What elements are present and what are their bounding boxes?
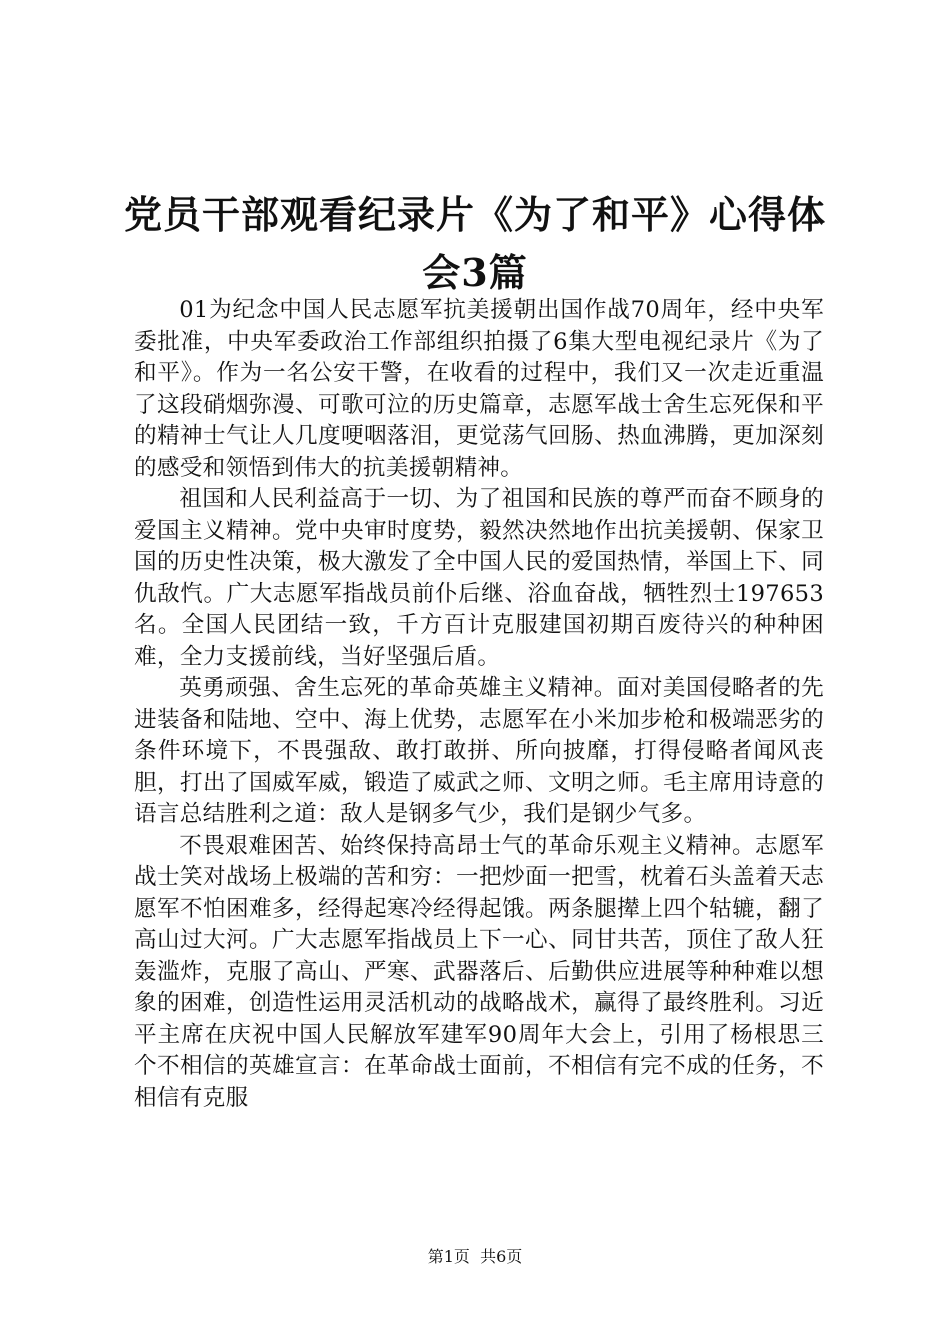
page-total: 共6页 bbox=[480, 1247, 523, 1266]
paragraph-4: 不畏艰难困苦、始终保持高昂士气的革命乐观主义精神。志愿军战士笑对战场上极端的苦和穷：一把炒面一把雪，枕着石头盖着天志愿军不怕困难多，经得起寒冷经得起饿。两条腿撵上四个轱辘，翻了高山过大河。广大志愿军指战员上下一心、同甘共苦，顶住了敌人狂轰滥炸，克服了高山、严寒、武器落后、后勤供应进展等种种难以想象的困难，创造性运用灵活机动的战略战术，赢得了最终胜利。习近平主席在庆祝中国人民解放军建军90周年大会上，引用了杨根思三个不相信的英雄宣言：在革命战士面前，不相信有完不成的任务，不相信有克服 bbox=[134, 832, 824, 1111]
paragraph-2: 祖国和人民利益高于一切、为了祖国和民族的尊严而奋不顾身的爱国主义精神。党中央审时度势，毅然决然地作出抗美援朝、保家卫国的历史性决策，极大激发了全中国人民的爱国热情，举国上下、同仇敌忾。广大志愿军指战员前仆后继、浴血奋战，牺牲烈士197653名。全国人民团结一致，千方百计克服建国初期百废待兴的种种困难，全力支援前线，当好坚强后盾。 bbox=[134, 486, 824, 670]
document-body bbox=[134, 295, 824, 1114]
document-title: 党员干部观看纪录片《为了和平》心得体会3篇 bbox=[123, 192, 826, 295]
paragraph-3: 英勇顽强、舍生忘死的革命英雄主义精神。面对美国侵略者的先进装备和陆地、空中、海上优势，志愿军在小米加步枪和极端恶劣的条件环境下，不畏强敌、敢打敢拼、所向披靡，打得侵略者闻风丧胆，打出了国威军威，锻造了威武之师、文明之师。毛主席用诗意的语言总结胜利之道：敌人是钢多气少，我们是钢少气多。 bbox=[134, 675, 824, 827]
page-footer bbox=[0, 1244, 950, 1267]
paragraph-1: 01为纪念中国人民志愿军抗美援朝出国作战70周年，经中央军委批准，中央军委政治工作部组织拍摄了6集大型电视纪录片《为了和平》。作为一名公安干警，在收看的过程中，我们又一次走近重温了这段硝烟弥漫、可歌可泣的历史篇章，志愿军战士舍生忘死保和平的精神士气让人几度哽咽落泪，更觉荡气回肠、热血沸腾，更加深刻的感受和领悟到伟大的抗美援朝精神。 bbox=[134, 297, 824, 481]
page-number: 第1页 bbox=[427, 1247, 470, 1266]
